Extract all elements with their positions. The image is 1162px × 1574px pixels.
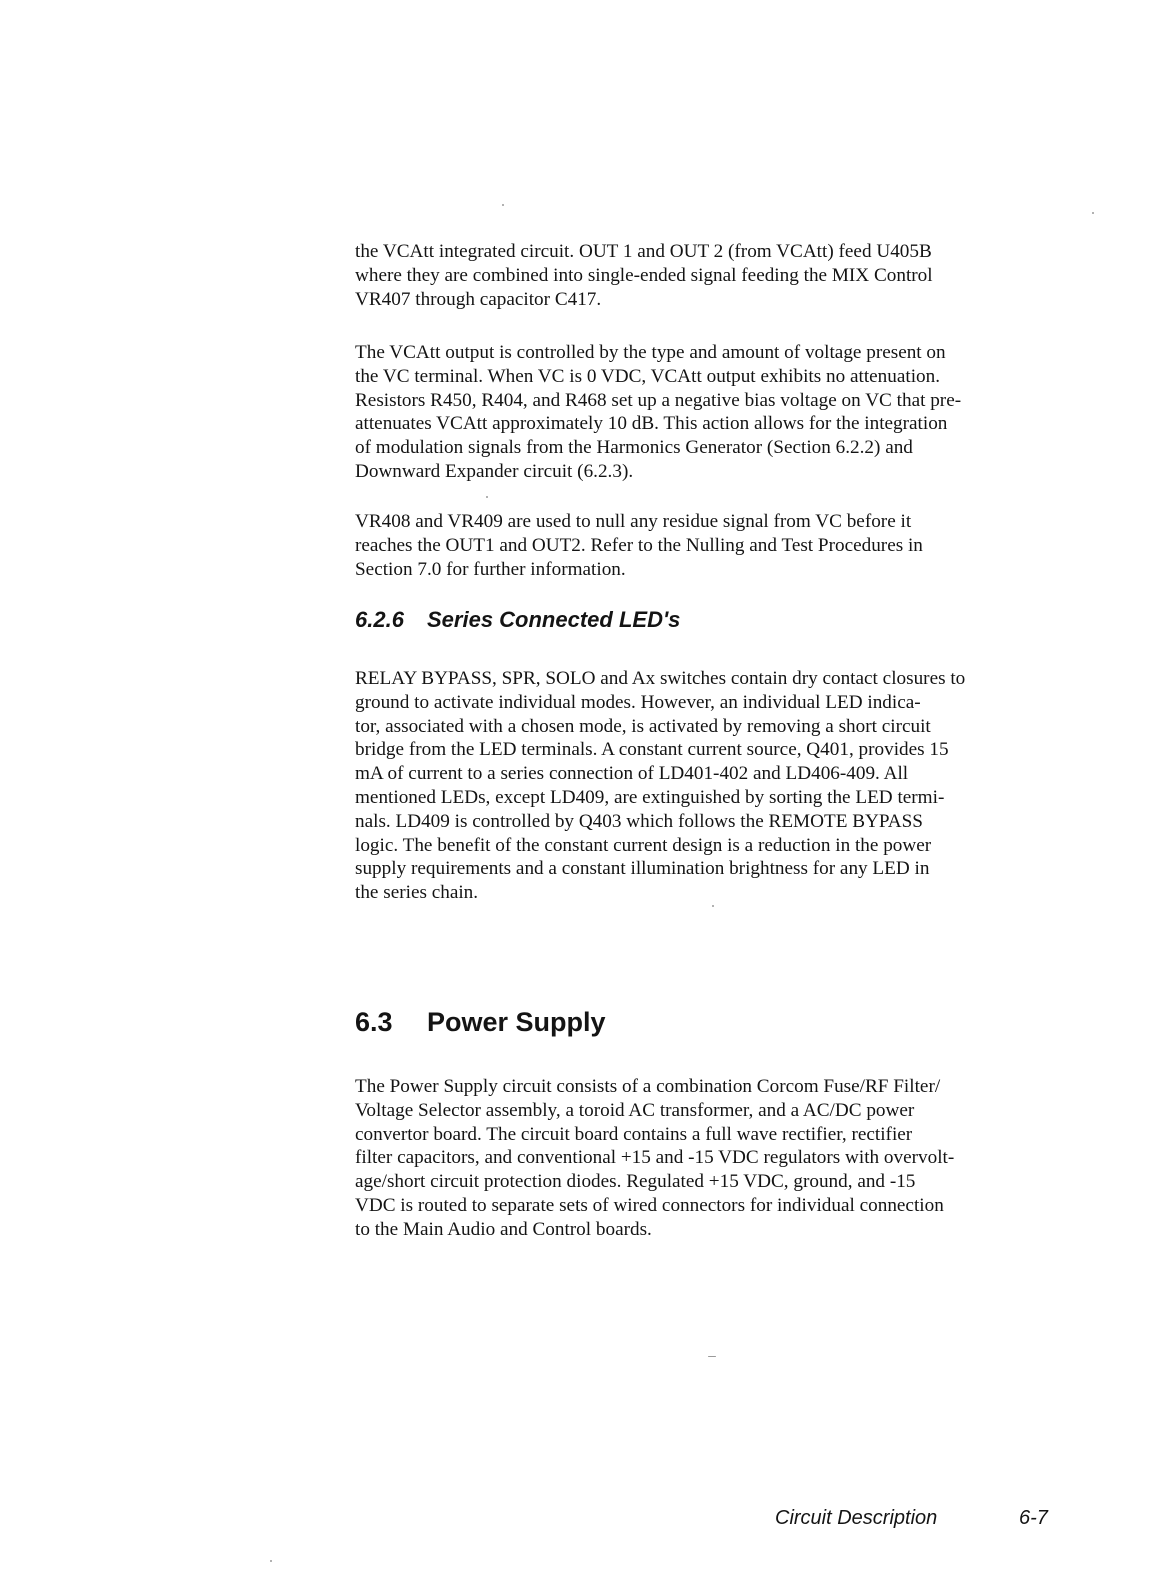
scan-speck	[270, 1560, 272, 1562]
scan-speck	[486, 496, 488, 498]
scan-speck	[712, 905, 714, 907]
paragraph-vcatt-output-control: The VCAtt output is controlled by the type and amount of voltage present on the VC terminal. When VC is 0 VDC, VCAtt output exhibits no attenuation. Resistors R450, R404, and R468 set up a negative bias voltage on VC that pre- attenuates VCAtt approximately 10 dB. This action allows for the integration of modulation signals from the Harmonics Generator (Section 6.2.2) and Downward Expander circuit (6.2.3).	[355, 342, 962, 482]
section-heading-power-supply	[355, 1004, 606, 1040]
footer-page-number: 6-7	[1019, 1507, 1048, 1529]
paragraph-vcatt-integrated-circuit: the VCAtt integrated circuit. OUT 1 and OUT 2 (from VCAtt) feed U405B where they are combined into single-ended signal feeding the MIX Control VR407 through capacitor C417.	[355, 241, 933, 310]
section-number: 6.3	[355, 1007, 393, 1037]
paragraph-series-connected-leds: RELAY BYPASS, SPR, SOLO and Ax switches contain dry contact closures to ground to activate individual modes. However, an individual LED indica- tor, associated with a chosen mode, is activated by removing a short circuit bridge from the LED terminals. A constant current source, Q401, provides 15 mA of current to a series connection of LD401-402 and LD406-409. All mentioned LEDs, except LD409, are extinguished by sorting the LED termi- nals. LD409 is controlled by Q403 which follows the REMOTE BYPASS logic. The benefit of the constant current design is a reduction in the power supply requirements and a constant illumination brightness for any LED in the series chain.	[355, 668, 966, 904]
paragraph-null-residue-signal: VR408 and VR409 are used to null any residue signal from VC before it reaches the OUT1 and OUT2. Refer to the Nulling and Test Procedures in Section 7.0 for further information.	[355, 511, 923, 580]
scan-speck	[708, 1356, 716, 1357]
paragraph-power-supply: The Power Supply circuit consists of a combination Corcom Fuse/RF Filter/ Voltage Selector assembly, a toroid AC transformer, and a AC/DC power convertor board. The circuit board contains a full wave rectifier, rectifier filter capacitors, and conventional +15 and -15 VDC regulators with overvolt- age/short circuit protection diodes. Regulated +15 VDC, ground, and -15 VDC is routed to separate sets of wired connectors for individual connection to the Main Audio and Control boards.	[355, 1076, 955, 1240]
section-title: Power Supply	[427, 1007, 606, 1037]
subsection-number: 6.2.6	[355, 607, 404, 632]
footer-chapter-title: Circuit Description	[775, 1507, 938, 1529]
subsection-title: Series Connected LED's	[427, 607, 681, 632]
scan-speck	[1092, 212, 1094, 214]
subsection-heading-series-connected-leds	[355, 605, 680, 635]
scan-speck	[502, 204, 504, 206]
